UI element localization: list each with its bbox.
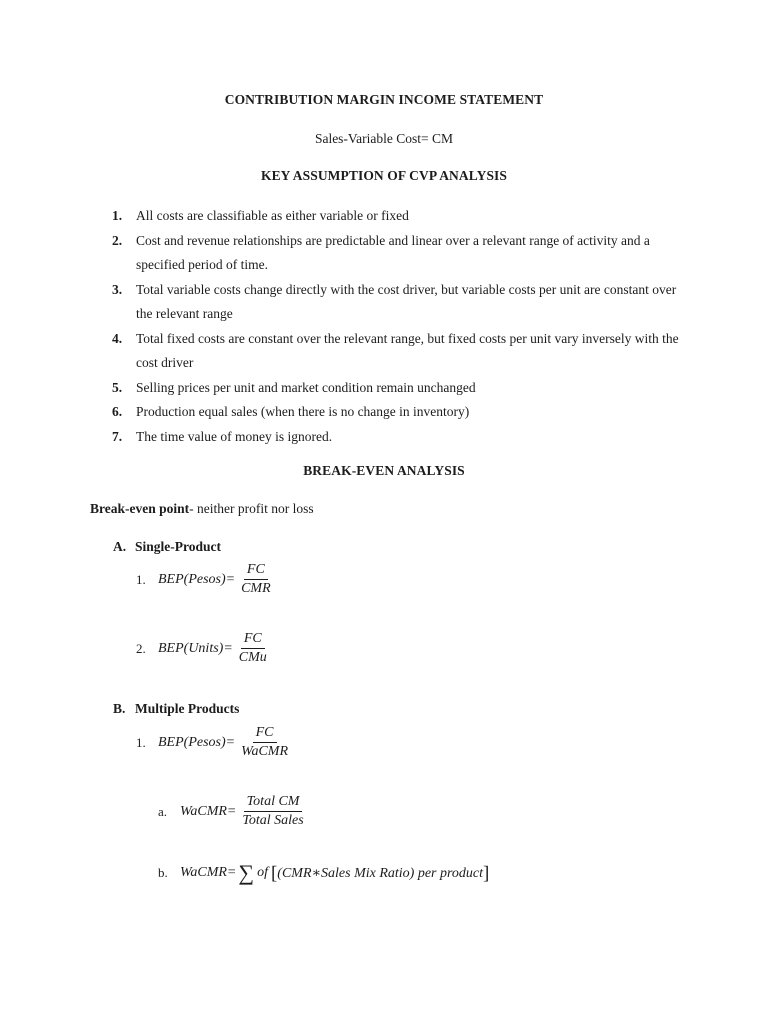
list-item-number: 3. [112, 281, 123, 297]
definition-text: - neither profit nor loss [189, 501, 314, 516]
list-item [112, 327, 682, 376]
formula-body: (CMR∗Sales Mix Ratio) per product [277, 865, 484, 881]
formula-bep-pesos-single [136, 562, 274, 597]
fraction-denominator: CMu [238, 650, 267, 665]
fraction [239, 794, 306, 829]
document-title: CONTRIBUTION MARGIN INCOME STATEMENT [224, 92, 544, 107]
formula-wacmr-b [158, 862, 489, 884]
list-item-number: 2. [112, 232, 123, 248]
section-label: Single-Product [135, 539, 222, 554]
fraction-denominator: CMR [241, 581, 271, 596]
formula-wacmr-a [158, 794, 307, 829]
summation-symbol: ∑ [238, 860, 255, 885]
formula-index: 1. [136, 571, 146, 587]
list-item-number: 5. [112, 379, 123, 395]
list-item-number: 6. [112, 404, 123, 419]
formula-lhs: WaCMR= [180, 865, 237, 880]
formula-of: of [257, 865, 268, 880]
formula-bep-units-single [136, 631, 270, 666]
list-item [112, 376, 682, 401]
breakeven-heading: BREAK-EVEN ANALYSIS [303, 463, 465, 478]
open-bracket: [ [270, 862, 278, 884]
list-item-number: 1. [112, 208, 123, 223]
section-label: Multiple Products [135, 701, 240, 716]
list-item-number: 4. [112, 330, 123, 346]
fraction [236, 631, 270, 666]
breakeven-definition [90, 501, 314, 517]
fraction-numerator: FC [253, 725, 277, 743]
list-item [112, 204, 682, 229]
list-item [112, 278, 682, 327]
list-item-text: Selling prices per unit and market condition remain unchanged [136, 379, 476, 395]
list-item-text: Cost and revenue relationships are predictable and linear over a relevant range of activity and a specified period of time. [136, 232, 650, 272]
list-item-text: Production equal sales (when there is no change in inventory) [136, 404, 470, 419]
fraction [238, 562, 274, 597]
list-item-text: Total variable costs change directly with the cost driver, but variable costs per unit are constant over the relevant range [136, 281, 677, 321]
fraction-denominator: Total Sales [242, 813, 304, 828]
close-bracket: ] [483, 862, 490, 884]
assumptions-heading: KEY ASSUMPTION OF CVP ANALYSIS [260, 168, 508, 183]
formula-index: 2. [136, 640, 146, 656]
list-item-text: All costs are classifiable as either variable or fixed [136, 208, 409, 223]
list-item-number: 7. [112, 428, 123, 444]
list-item [112, 229, 682, 278]
section-letter: B. [113, 701, 126, 716]
list-item-text: The time value of money is ignored. [136, 428, 333, 444]
section-letter: A. [113, 539, 127, 554]
definition-term: Break-even point [90, 501, 190, 516]
fraction [238, 725, 291, 760]
formula-index: a. [158, 803, 168, 819]
formula-lhs: BEP(Pesos)= [158, 734, 236, 750]
section-multiple-products [113, 701, 239, 717]
list-item [112, 425, 682, 450]
fraction-numerator: FC [244, 562, 268, 580]
formula-lhs: WaCMR= [180, 803, 237, 819]
cm-equation: Sales-Variable Cost= CM [314, 131, 454, 146]
formula-lhs: BEP(Pesos)= [158, 571, 236, 587]
list-item [112, 400, 682, 425]
formula-index: 1. [136, 734, 146, 750]
formula-bep-pesos-multiple [136, 725, 291, 760]
list-item-text: Total fixed costs are constant over the relevant range, but fixed costs per unit vary inversely with the cost driver [136, 330, 679, 370]
assumptions-list [112, 204, 682, 449]
fraction-denominator: WaCMR [241, 744, 289, 759]
formula-lhs: BEP(Units)= [158, 640, 233, 656]
fraction-numerator: FC [241, 631, 265, 649]
fraction-numerator: Total CM [244, 794, 303, 812]
formula-index: b. [158, 865, 168, 880]
section-single-product [113, 539, 221, 555]
